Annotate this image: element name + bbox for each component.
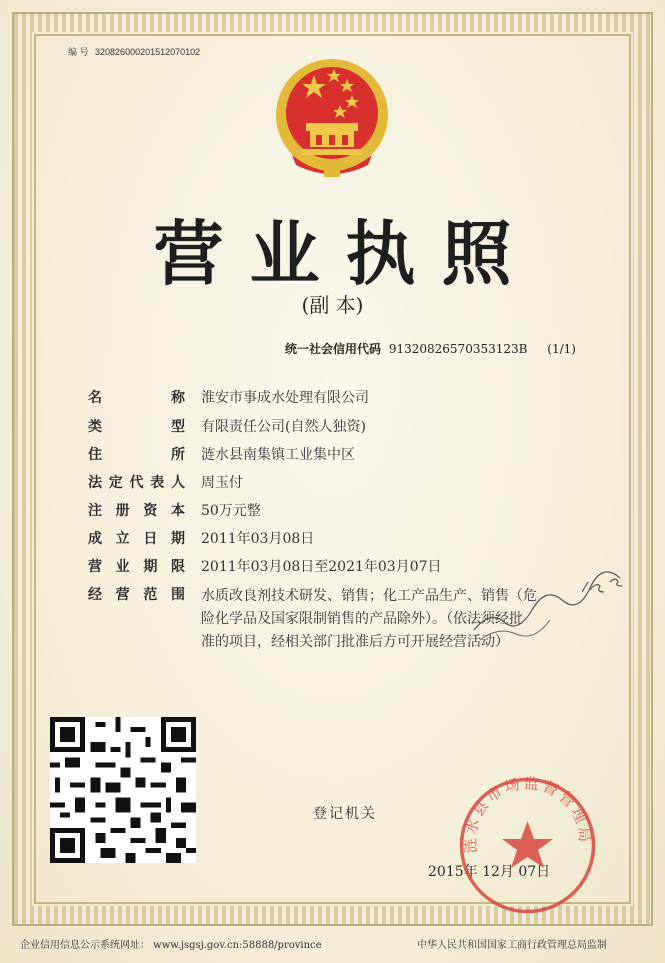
field-label: 住所 (88, 447, 185, 463)
serial-number (68, 45, 200, 58)
footer-website: 企业信用信息公示系统网址： www.jsgsj.gov.cn:58888/province (20, 940, 322, 951)
serial-label: 编 号 (68, 47, 89, 57)
field-value: 淮安市事成水处理有限公司 (201, 390, 369, 406)
field-row-term (88, 553, 442, 581)
field-row-capital (88, 497, 261, 525)
national-emblem-icon (272, 55, 392, 181)
field-row-scope (88, 581, 185, 609)
field-value: 周玉付 (201, 475, 243, 491)
field-label: 类型 (88, 419, 185, 435)
field-row-established (88, 525, 315, 553)
field-value: 50万元整 (201, 503, 261, 519)
field-value: 2011年03月08日至2021年03月07日 (201, 559, 442, 575)
field-value: 2011年03月08日 (201, 531, 315, 547)
footer-issuer: 中华人民共和国国家工商行政管理总局监制 (417, 940, 607, 951)
field-label: 名称 (88, 390, 185, 406)
scope-line: 险化学品及国家限制销售的产品除外）。（依法须经批 (201, 611, 523, 627)
field-label: 经营范围 (88, 587, 185, 603)
issue-date: 2015年 12月 07日 (428, 864, 551, 880)
field-row-type (88, 413, 366, 441)
field-label: 法定代表人 (88, 475, 185, 491)
field-value: 涟水县南集镇工业集中区 (201, 447, 355, 463)
handwritten-annotation (470, 570, 630, 650)
field-row-name (88, 384, 369, 412)
field-row-address (88, 441, 355, 469)
field-label: 注册资本 (88, 503, 185, 519)
field-label: 成立日期 (88, 531, 185, 547)
qr-code-icon (50, 717, 196, 863)
field-value: 有限责任公司(自然人独资) (201, 419, 366, 435)
field-label: 营业期限 (88, 559, 185, 575)
seal-text: 涟水县市场监督管理局 (461, 774, 595, 855)
scope-line: 水质改良剂技术研发、销售；化工产品生产、销售（危 (201, 588, 537, 604)
registration-authority: 登记机关 (313, 806, 377, 822)
subtitle: (副 本) (301, 293, 364, 317)
credit-code-value: 91320826570353123B (388, 342, 528, 356)
credit-code-label: 统一社会信用代码 (285, 342, 382, 356)
official-seal-icon (455, 773, 600, 918)
credit-code (285, 340, 576, 357)
field-row-legal-rep (88, 469, 243, 497)
serial-value: 320826000201512070102 (95, 47, 201, 57)
scope-line: 准的项目，经相关部门批准后方可开展经营活动） (201, 634, 509, 650)
page-title: 营业执照 (153, 212, 538, 295)
page-indicator: (1/1) (547, 342, 576, 356)
